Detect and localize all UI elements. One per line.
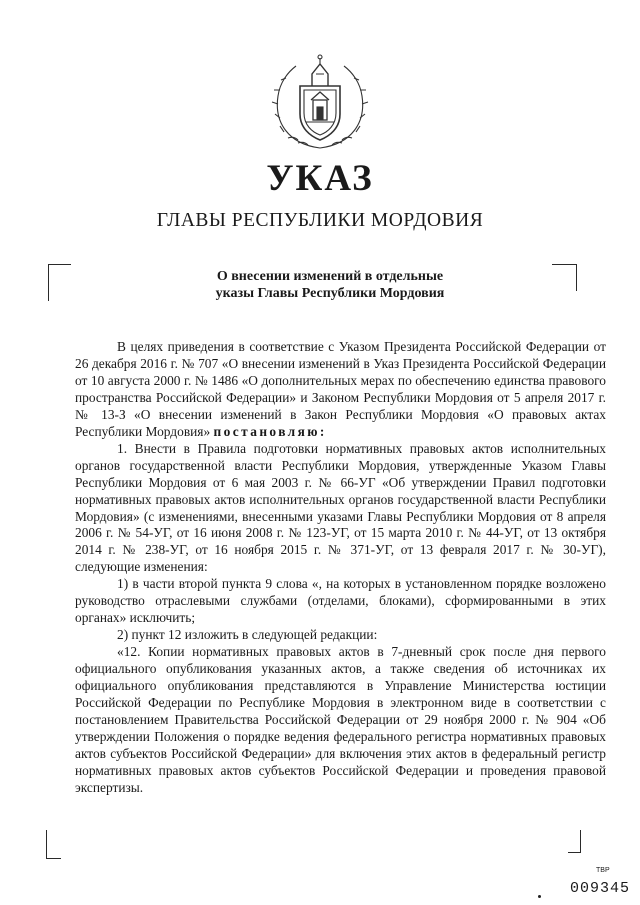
heading-line-1: О внесении изменений в отдельные xyxy=(216,269,444,284)
preamble-text: В целях приведения в соответствие с Указом Президента Российской Федерации от 26 декабря 2016 г. № 707 «О внесении изменений в Указ Президента Российской Федерации от 10 августа 2000 г. № 1486 «О дополнительных мерах по обеспечению единства правового пространства Российской Федерации» и Законом Республики Мордовия от 5 апреля 2017 г. № 13-З «О внесении изменений в Закон Республики Мордовия «О правовых актах Республики Мордовия» xyxy=(75,339,606,439)
document-subtitle: ГЛАВЫ РЕСПУБЛИКИ МОРДОВИЯ xyxy=(156,210,484,231)
corner-mark-top-right xyxy=(552,264,577,291)
document-title: УКАЗ xyxy=(266,158,374,199)
subitem-2-paragraph: 2) пункт 12 изложить в следующей редакции: xyxy=(117,627,378,643)
corner-mark-bottom-left xyxy=(46,830,61,859)
corner-mark-bottom-right xyxy=(568,830,581,853)
document-body xyxy=(75,339,606,797)
quoted-paragraph-12: «12. Копии нормативных правовых актов в 7-дневный срок после дня первого официального опубликования указанных актов, а также сведения об источниках их официального опубликования представляются в Управление Министерства юстиции Российской Федерации по Республике Мордовия в электронном виде в соответствии с постановлением Правительства Российской Федерации от 29 ноября 2000 г. № 904 «Об утверждении Положения о порядке ведения федерального регистра нормативных правовых актов субъектов Российской Федерации» для включения этих актов в федеральный регистр нормативных правовых актов субъектов Российской Федерации и проведения правовой экспертизы. xyxy=(75,644,606,795)
corner-mark-top-left xyxy=(48,264,71,301)
decree-word: постановляю: xyxy=(213,423,327,439)
subitem-1-paragraph: 1) в части второй пункта 9 слова «, на которых в установленном порядке возложено руководство отраслевыми службами (отделами, блоками), сформированными в этих органах» исключить; xyxy=(75,576,606,626)
coat-of-arms-emblem xyxy=(268,52,372,154)
stamp-label: ТВР xyxy=(596,867,610,874)
serial-number-stamp: 009345 xyxy=(569,880,630,897)
heading-line-2: указы Главы Республики Мордовия xyxy=(215,286,445,301)
document-heading xyxy=(130,268,530,302)
item-1-paragraph: 1. Внести в Правила подготовки нормативных правовых актов исполнительных органов государственной власти Республики Мордовия, утвержденные Указом Главы Республики Мордовия от 6 мая 2003 г. № 66-УГ «Об утверждении Правил подготовки нормативных правовых актов исполнительных органов государственной власти Республики Мордовия» (с изменениями, внесенными указами Главы Республики Мордовия от 8 апреля 2006 г. № 54-УГ, от 16 июня 2008 г. № 123-УГ, от 15 марта 2010 г. № 44-УГ, от 13 октября 2014 г. № 238-УГ, от 16 ноября 2015 г. № 371-УГ, от 13 февраля 2017 г. № 30-УГ), следующие изменения: xyxy=(75,440,606,575)
preamble-paragraph xyxy=(75,339,606,441)
